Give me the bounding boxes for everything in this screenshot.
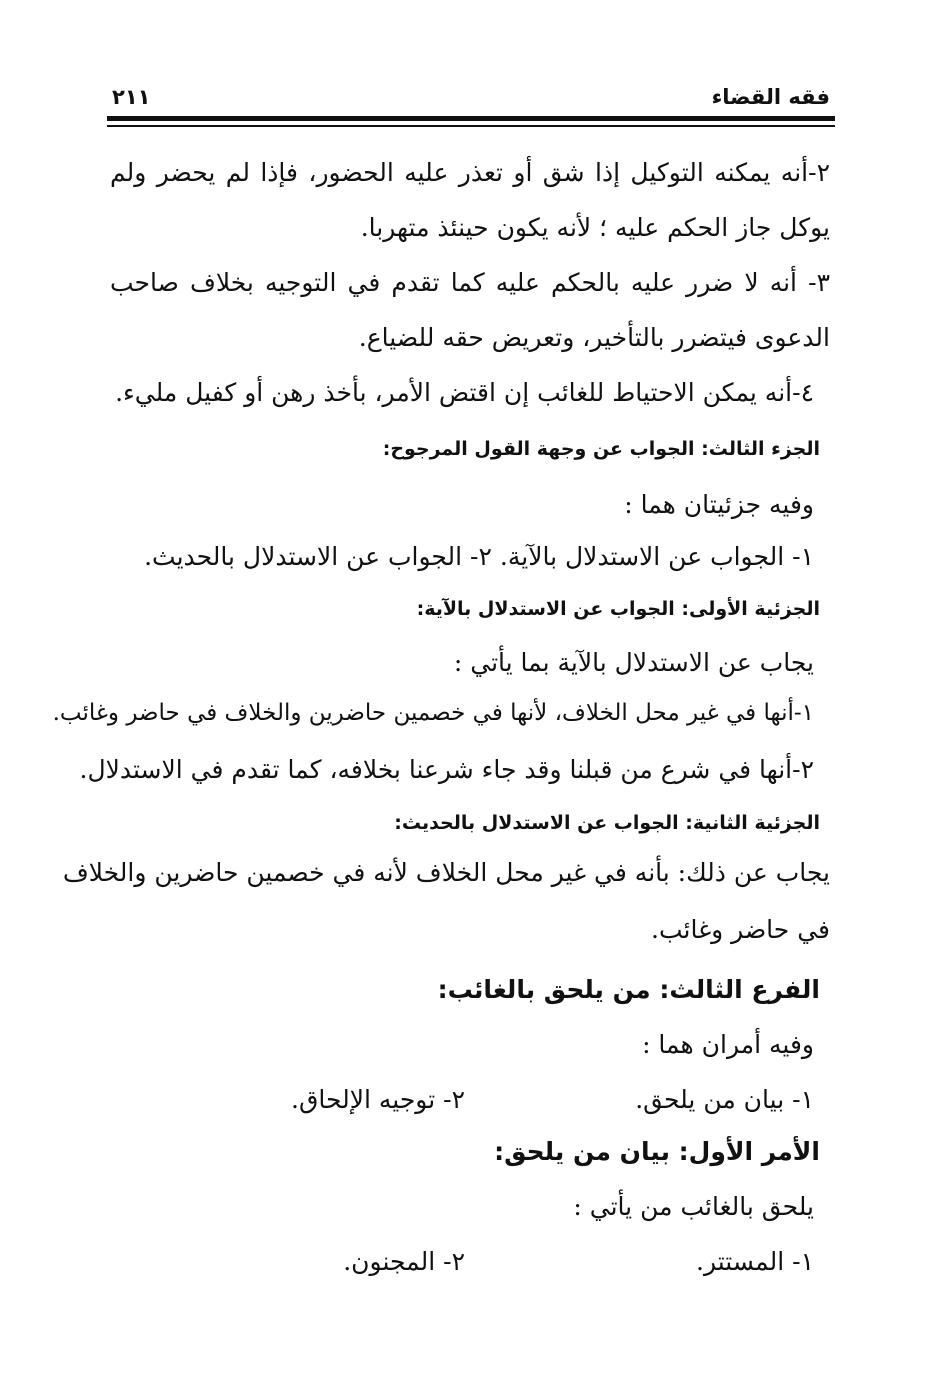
heading-matter-1: الأمر الأول: بيان من يلحق: [494,1137,820,1166]
matter-1-item-1: ١- المستتر. [696,1247,814,1276]
subpart-1-item-1: ١-أنها في غير محل الخلاف، لأنها في خصمين حاضرين والخلاف في حاضر وغائب. [52,700,814,726]
header-rule-thick [107,116,835,121]
branch-3-item-2: ٢- توجيه الإلحاق. [291,1085,465,1114]
heading-subpart-2: الجزئية الثانية: الجواب عن الاستدلال بالحديث: [394,812,820,834]
paragraph-4: ٤-أنه يمكن الاحتياط للغائب إن اقتض الأمر، بأخذ رهن أو كفيل مليء. [115,378,814,407]
heading-branch-3: الفرع الثالث: من يلحق بالغائب: [437,975,820,1004]
paragraph-3-line-1: ٣- أنه لا ضرر عليه بالحكم عليه كما تقدم في التوجيه بخلاف صاحب [110,268,830,297]
running-header-title: فقه القضاء [711,85,830,109]
branch-3-intro: وفيه أمران هما : [642,1030,814,1059]
matter-1-item-2: ٢- المجنون. [343,1247,465,1276]
subpart-2-line-1: يجاب عن ذلك: بأنه في غير محل الخلاف لأنه في خصمين حاضرين والخلاف [62,858,830,887]
branch-3-item-1: ١- بيان من يلحق. [635,1085,814,1114]
part-3-intro: وفيه جزئيتان هما : [624,490,814,519]
paragraph-2-line-1: ٢-أنه يمكنه التوكيل إذا شق أو تعذر عليه الحضور، فإذا لم يحضر ولم [110,158,830,187]
subpart-2-line-2: في حاضر وغائب. [651,915,830,944]
subpart-1-intro: يجاب عن الاستدلال بالآية بما يأتي : [453,648,814,677]
part-3-items: ١- الجواب عن الاستدلال بالآية. ٢- الجواب عن الاستدلال بالحديث. [144,542,814,571]
heading-part-3: الجزء الثالث: الجواب عن وجهة القول المرجوح: [382,438,820,460]
heading-subpart-1: الجزئية الأولى: الجواب عن الاستدلال بالآية: [416,598,820,620]
paragraph-2-line-2: يوكل جاز الحكم عليه ؛ لأنه يكون حينئذ متهربا. [360,213,830,242]
matter-1-intro: يلحق بالغائب من يأتي : [573,1192,814,1221]
page-number: ٢١١ [112,85,151,109]
header-rule-thin [107,125,835,127]
paragraph-3-line-2: الدعوى فيتضرر بالتأخير، وتعريض حقه للضياع. [358,323,830,352]
subpart-1-item-2: ٢-أنها في شرع من قبلنا وقد جاء شرعنا بخلافه، كما تقدم في الاستدلال. [79,755,814,784]
